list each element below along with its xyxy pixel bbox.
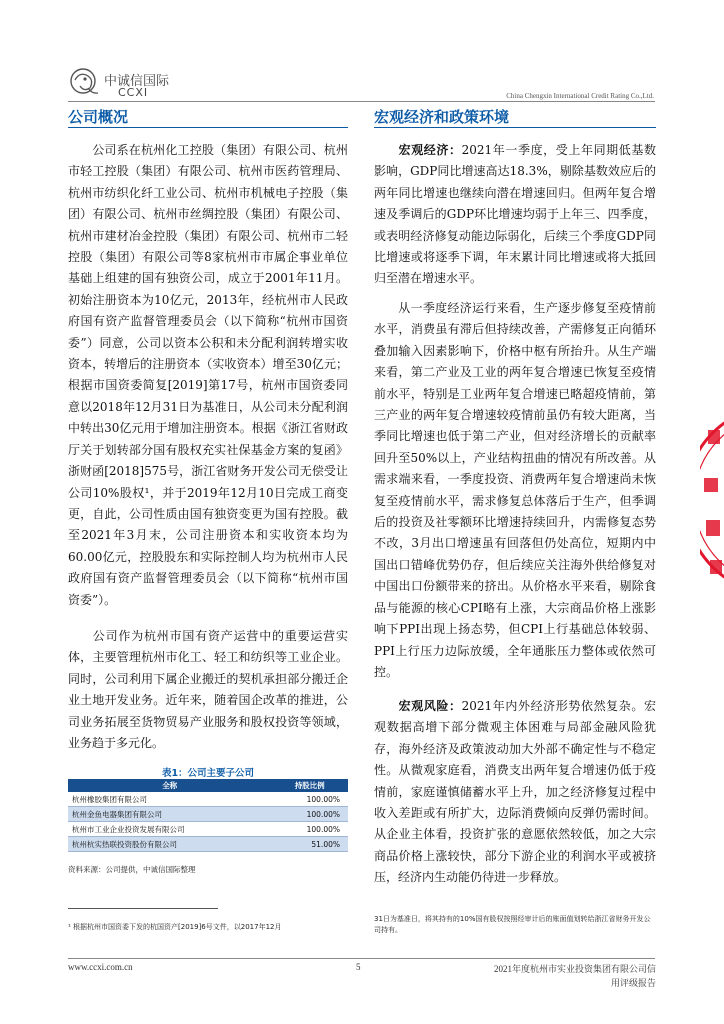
company-overview-paragraph-1 bbox=[68, 140, 348, 611]
footer-website: www.ccxi.com.cn bbox=[68, 962, 133, 972]
report-name-line-2: 用评级报告 bbox=[610, 978, 656, 988]
paragraph-text: 从一季度经济运行来看，生产逐步修复至疫情前水平，消费虽有滞后但持续改善，产需修复正向循环叠加输入因素影响下，价格中枢有所抬升。从生产端来看，第二产业及工业的两年复合增速已恢复至疫情前水平，特别是工业两年复合增速已略超疫情前，第三产业的两年复合增速较疫情前虽仍有较大距离，当季同比增速也低于第二产业，但对经济增长的贡献率回升至50%以上，产业结构扭曲的情况有所改善。从需求端来看，一季度投资、消费两年复合增速尚未恢复至疫情前水平，需求修复总体落后于生产，但季调后的投资及社零额环比增速持续回升，内需修复态势不改，3月出口增速虽有回落但仍处高位，短期内中国出口错峰优势仍存，但后续应关注海外供给修复对中国出口份额带来的挤出。从价格水平来看，剔除食品与能源的核心CPI略有上涨，大宗商品价格上涨影响下PPI出现上扬态势，但CPI上行基础总体较弱、PPI上行压力边际放缓，全年通胀压力整体或依然可控。 bbox=[374, 301, 656, 679]
paragraph-text: 公司系在杭州化工控股（集团）有限公司、杭州市轻工控股（集团）有限公司、杭州市医药管理局、杭州市纺织化纤工业公司、杭州市机械电子控股（集团）有限公司、杭州市丝绸控股（集团）有限公司、杭州市建材冶金控股（集团）有限公司、杭州市二轻控股（集团）有限公司等8家杭州市市属企事业单位基础上组建的国有独资公司，成立于2001年11月。初始注册资本为10亿元，2013年，经杭州市人民政府国有资产监督管理委员会（以下简称“杭州市国资委”）同意，公司以资本公积和未分配利润转增实收资本，转增后的注册资本（实收资本）增至30亿元；根据市国资委简复[2019]第17号，杭州市国资委同意以2018年12月31日为基准日，从公司未分配利润中转出30亿元用于增加注册资本。根据《浙江省财政厅关于划转部分国有股权充实社保基金方案的复函》浙财函[2018]575号，浙江省财务开发公司无偿受让公司10%股权¹，并于2019年12月10日完成工商变更，自此，公司性质由国有独资变更为国有控股。截至2021年3月末，公司注册资本和实收资本均为60.00亿元，控股股东和实际控制人均为杭州市人民政府国有资产监督管理委员会（以下简称“杭州市国资委”）。 bbox=[68, 143, 348, 607]
subsidiary-name: 杭州市工业企业投资发展有限公司 bbox=[68, 822, 271, 837]
section-title-company-overview: 公司概况 bbox=[68, 108, 129, 126]
logo-chinese-name: 中诚信国际 bbox=[104, 74, 170, 89]
footnote-left: ¹ 根据杭州市国资委下发的杭国资产[2019]6号文件，以2017年12月 bbox=[68, 923, 282, 931]
footer-divider bbox=[68, 958, 655, 959]
red-seal-stamp-icon bbox=[700, 390, 724, 610]
subsidiary-name: 杭州金鱼电器集团有限公司 bbox=[68, 807, 271, 822]
paragraph-label: 宏观经济： bbox=[398, 143, 462, 157]
shareholding-ratio: 100.00% bbox=[271, 792, 348, 807]
paragraph-text: 2021年内外经济形势依然复杂。宏观数据高增下部分微观主体困难与局部金融风险犹存，海外经济及政策波动加大外部不确定性与不稳定性。从微观家庭看，消费支出两年复合增速仍低于疫情前，家庭谨慎储蓄水平上升，加之经济修复过程中收入差距或有所扩大，边际消费倾向反弹仍需时间。从企业主体看，投资扩张的意愿依然较低，加之大宗商品价格上涨较快，部分下游企业的利润水平或被挤压，经济内生动能仍待进一步释放。 bbox=[374, 699, 656, 885]
paragraph-text: 公司作为杭州市国有资产运营中的重要运营实体，主要管理杭州市化工、轻工和纺织等工业企业。同时，公司利用下属企业搬迁的契机承担部分搬迁企业土地开发业务。近年来，随着国企改革的推进，公司业务拓展至货物贸易产业服务和股权投资等领域，业务趋于多元化。 bbox=[68, 629, 348, 751]
footnote-right: 31日为基准日，将其持有的10%国有股权按照经审计后的账面值划转给浙江省财务开发公司持有。 bbox=[374, 915, 651, 934]
footnote-divider bbox=[68, 908, 218, 909]
section-title-macro-environment: 宏观经济和政策环境 bbox=[374, 108, 510, 126]
column-header-name: 全称 bbox=[68, 779, 271, 792]
economic-operation-paragraph bbox=[374, 298, 656, 683]
page-number: 5 bbox=[356, 962, 361, 972]
section-rule-left bbox=[68, 127, 348, 128]
table-source-note: 资料来源：公司提供，中诚信国际整理 bbox=[68, 865, 196, 874]
section-rule-right bbox=[374, 127, 656, 128]
table-row bbox=[68, 807, 348, 822]
shareholding-ratio: 100.00% bbox=[271, 822, 348, 837]
column-header-share: 持股比例 bbox=[271, 779, 348, 792]
report-name-line-1: 2021年度杭州市实业投资集团有限公司信 bbox=[493, 964, 656, 974]
macro-risk-paragraph bbox=[374, 696, 656, 889]
company-english-name: China Chengxin International Credit Rating Co.,Ltd. bbox=[506, 92, 654, 100]
table-caption: 表1：公司主要子公司 bbox=[161, 768, 255, 779]
shareholding-ratio: 51.00% bbox=[271, 837, 348, 852]
shareholding-ratio: 100.00% bbox=[271, 807, 348, 822]
subsidiary-name: 杭州橡胶集团有限公司 bbox=[68, 792, 271, 807]
paragraph-text: 2021年一季度，受上年同期低基数影响，GDP同比增速高达18.3%，剔除基数效应后的两年同比增速也继续向潜在增速回归。但两年复合增速及季调后的GDP环比增速均弱于上年三、四季度，或表明经济修复动能边际弱化，后续三个季度GDP同比增速或将逐季下调，年末累计同比增速或将大抵回归至潜在增速水平。 bbox=[374, 143, 656, 286]
ccxi-logo-icon bbox=[68, 66, 102, 98]
company-overview-paragraph-2 bbox=[68, 626, 348, 754]
table-row bbox=[68, 837, 348, 852]
subsidiary-name: 杭州杭实热联投资股份有限公司 bbox=[68, 837, 271, 852]
macro-economy-paragraph bbox=[374, 140, 656, 290]
table-row bbox=[68, 792, 348, 807]
subsidiaries-table bbox=[68, 779, 348, 852]
paragraph-label: 宏观风险： bbox=[398, 699, 462, 713]
table-header-row bbox=[68, 779, 348, 792]
header-divider bbox=[68, 101, 655, 102]
logo-english-name: CCXI bbox=[118, 86, 149, 99]
table-row bbox=[68, 822, 348, 837]
